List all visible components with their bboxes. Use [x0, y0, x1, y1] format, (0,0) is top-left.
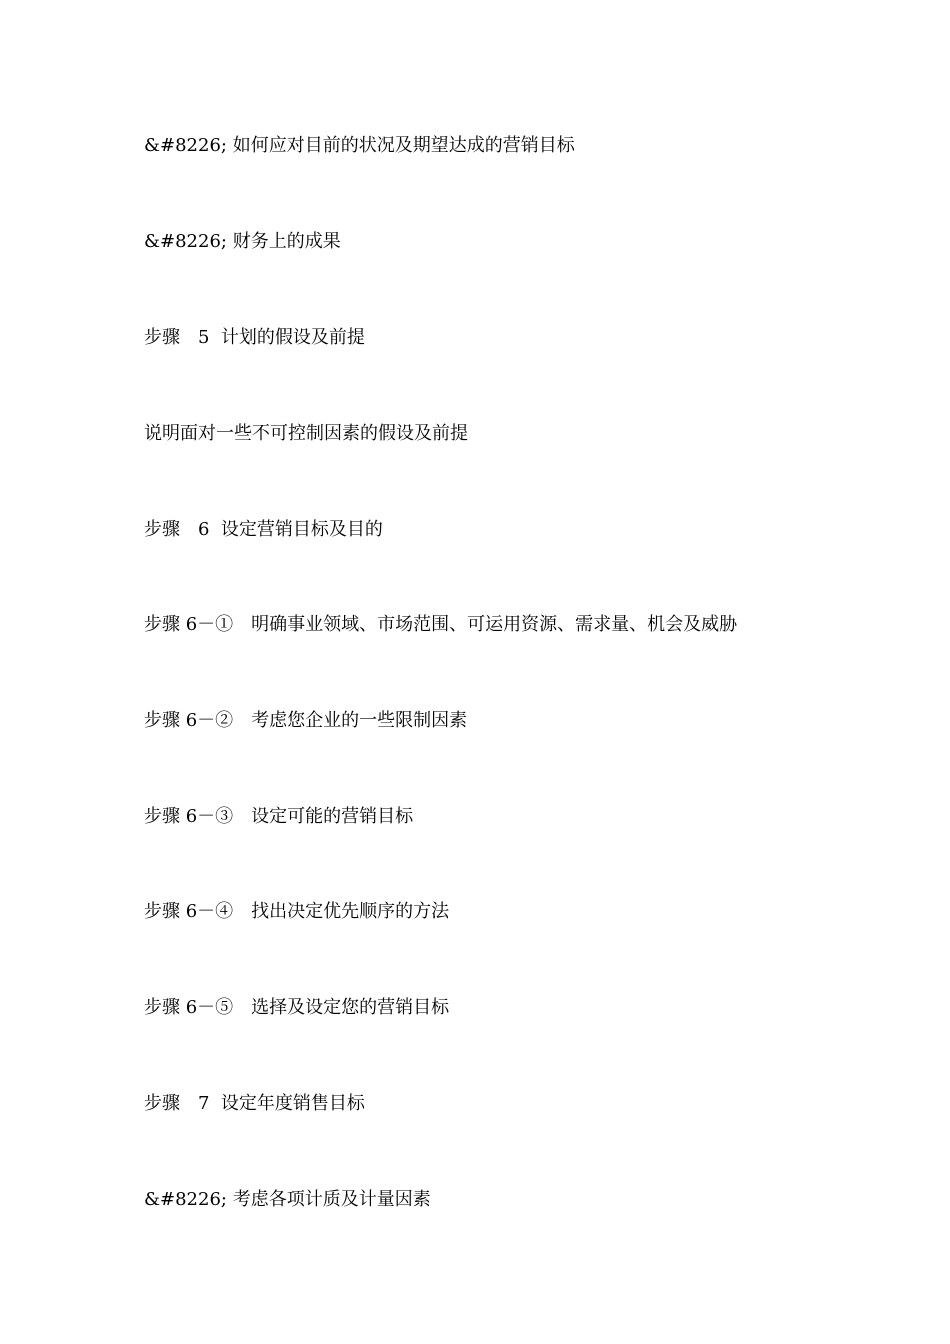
step-6-2: 步骤 6－② 考虑您企业的一些限制因素 [144, 710, 468, 731]
step-6-4: 步骤 6－④ 找出决定优先顺序的方法 [144, 901, 450, 922]
text-line-bullet-marketing-goal: &#8226; 如何应对目前的状况及期望达成的营销目标 [144, 135, 575, 156]
step-6-5: 步骤 6－⑤ 选择及设定您的营销目标 [144, 997, 450, 1018]
text-line-bullet-factors: &#8226; 考虑各项计质及计量因素 [144, 1189, 431, 1210]
step-6-heading: 步骤 6 设定营销目标及目的 [144, 519, 383, 540]
step-6-3: 步骤 6－③ 设定可能的营销目标 [144, 806, 414, 827]
step-6-1: 步骤 6－① 明确事业领域、市场范围、可运用资源、需求量、机会及威胁 [144, 614, 738, 635]
step-5-description: 说明面对一些不可控制因素的假设及前提 [144, 423, 468, 444]
step-5-heading: 步骤 5 计划的假设及前提 [144, 327, 365, 348]
text-line-bullet-financial-result: &#8226; 财务上的成果 [144, 231, 341, 252]
step-7-heading: 步骤 7 设定年度销售目标 [144, 1093, 365, 1114]
